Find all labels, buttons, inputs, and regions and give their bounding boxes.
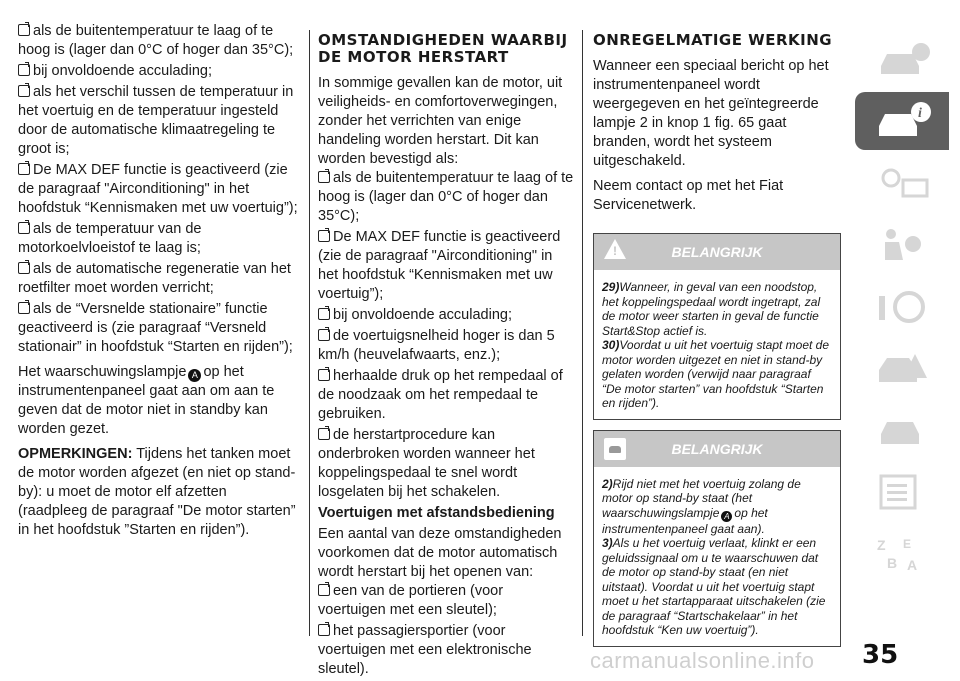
section-heading: ONREGELMATIGE WERKING (593, 31, 833, 49)
checkbox-bullet-icon (318, 428, 330, 440)
column-divider (309, 30, 310, 636)
checkbox-bullet-icon (18, 85, 30, 97)
list-item: de voertuigsnelheid hoger is dan 5 km/h (heuvelafwaarts, enz.); (318, 328, 555, 363)
tab-warning-lights[interactable] (855, 154, 949, 212)
tab-car-info[interactable] (855, 30, 949, 88)
list-item: als de temperatuur van de motorkoelvloeistof te laag is; (18, 221, 202, 256)
sub-intro-paragraph: Een aantal van deze omstandigheden voorkomen dat de motor automatisch wordt herstart bij het openen van: (318, 526, 562, 580)
warning-lamp-paragraph: Het waarschuwingslampje A op het instrumentenpaneel gaat aan om aan te geven dat de motor niet in standby kan worden gezet. (18, 364, 275, 437)
start-stop-lamp-icon: A (188, 369, 201, 382)
checkbox-bullet-icon (318, 584, 330, 596)
list-item: bij onvoldoende acculading; (18, 62, 300, 81)
paragraph: Neem contact op met het Fiat Servicenetwerk. (593, 178, 784, 213)
note-header (594, 234, 840, 270)
checkbox-bullet-icon (318, 171, 330, 183)
checkbox-bullet-icon (318, 308, 330, 320)
tab-maintenance[interactable] (855, 402, 949, 460)
checkbox-bullet-icon (18, 64, 30, 76)
note-item: 29)Wanneer, in geval van een noodstop, het koppelingspedaal wordt ingetrapt, zal de motor weer starten in geval de functie Start&Stop actief is. (602, 280, 821, 338)
svg-text:B: B (887, 555, 898, 571)
column-2 (318, 22, 574, 681)
checkbox-bullet-icon (18, 262, 30, 274)
note-header (594, 431, 840, 467)
note-body (594, 467, 840, 646)
airbag-icon (873, 224, 933, 266)
list-item: herhaalde druk op het rempedaal of de noodzaak om het rempedaal te gebruiken. (318, 368, 563, 422)
note-title: BELANGRIJK (671, 440, 763, 457)
column-divider (582, 30, 583, 636)
important-note-box (593, 233, 841, 420)
list-item: bij onvoldoende acculading; (318, 306, 574, 325)
chapter-sidebar (855, 30, 960, 588)
svg-text:E: E (903, 537, 912, 551)
index-list-icon (873, 472, 933, 514)
note-title: BELANGRIJK (671, 244, 763, 260)
paragraph: Wanneer een speciaal bericht op het instrumentenpaneel wordt weergegeven en het geïntegreerde lampje 2 in knop 1 fig. 65 gaat branden, wordt het systeem uitgeschakeld. (593, 58, 829, 169)
note-item: 30)Voordat u uit het voertuig stapt moet de motor worden uitgezet en niet in stand-by gelaten worden (verwijd naar paragraaf “De motor starten” van hoofdstuk “Starten en rijden”). (602, 338, 830, 410)
start-stop-lamp-icon: A (721, 511, 732, 522)
tab-driving[interactable] (855, 278, 949, 336)
warning-triangle-icon (604, 239, 626, 259)
subheading: Voertuigen met afstandsbediening (318, 505, 555, 521)
alphabet-index-icon (873, 534, 933, 576)
steering-wheel-icon (873, 286, 933, 328)
list-item: als de buitentemperatuur te laag of te hoog is (lager dan 0°C of hoger dan 35°C); (18, 23, 294, 58)
checkbox-bullet-icon (18, 163, 30, 175)
section-heading: OMSTANDIGHEDEN WAARBIJ DE MOTOR HERSTART (318, 31, 568, 66)
column-1 (18, 22, 300, 546)
important-note-box (593, 430, 841, 647)
list-item: het passagiersportier (voor voertuigen met een elektronische sleutel). (318, 623, 532, 677)
intro-paragraph: In sommige gevallen kan de motor, uit veiligheids- en comfortoverwegingen, zonder het verrichten van enige handeling worden herstart. Dit kan worden bevestigd als: (318, 75, 563, 167)
checkbox-bullet-icon (318, 624, 330, 636)
tab-technical-data[interactable] (855, 464, 949, 522)
list-item: als de “Versnelde stationaire” functie geactiveerd is (zie paragraaf “Versneld stationair” in hoofdstuk “Starten en rijden”); (18, 301, 293, 355)
car-info-icon (873, 38, 933, 80)
list-item: als de buitentemperatuur te laag of te hoog is (lager dan 0°C of hoger dan 35°C); (318, 170, 574, 224)
checkbox-bullet-icon (18, 24, 30, 36)
list-item: De MAX DEF functie is geactiveerd (zie de paragraaf "Airconditioning" in het hoofdstuk “Kennismaken met uw voertuig”); (318, 229, 561, 302)
remarks-paragraph: OPMERKINGEN: Tijdens het tanken moet de motor worden afgezet (en niet op stand-by): u moet de motor elf afzetten (raadpleeg de paragraaf "De motor starten” in het hoofdstuk ”Starten en rijden”). (18, 446, 296, 538)
watermark: carmanualsonline.info (590, 648, 815, 673)
list-item: als het verschil tussen de temperatuur in het voertuig en de temperatuur ingesteld door de automatische klimaatregeling te groot is; (18, 84, 294, 157)
tab-safety[interactable] (855, 216, 949, 274)
car-specs-icon (873, 410, 933, 452)
car-damage-icon (604, 438, 626, 460)
page-number: 35 (862, 640, 899, 670)
svg-text:A: A (907, 557, 918, 573)
tab-index[interactable] (855, 526, 949, 584)
list-item: een van de portieren (voor voertuigen met een sleutel); (318, 583, 504, 618)
column-3 (593, 22, 841, 657)
checkbox-bullet-icon (318, 329, 330, 341)
tab-car-info-active[interactable] (855, 92, 949, 150)
checkbox-bullet-icon (318, 230, 330, 242)
checkbox-bullet-icon (318, 369, 330, 381)
car-breakdown-icon (873, 348, 933, 390)
list-item: De MAX DEF functie is geactiveerd (zie de paragraaf "Airconditioning" in het hoofdstuk “Kennismaken met uw voertuig”); (18, 162, 298, 216)
checkbox-bullet-icon (18, 302, 30, 314)
list-item: als de automatische regeneratie van het roetfilter moet worden verricht; (18, 261, 291, 296)
note-item: 3)Als u het voertuig verlaat, klinkt er een geluidssignaal om u te waarschuwen dat de motor op stand-by staat (en niet uitstaat). Voordat u uit het voertuig stapt moet u het startapparaat uitschakelen (zie de paragraaf “Startschakelaar” in het hoofdstuk “Ken uw voertuig”). (602, 536, 826, 637)
svg-text:Z: Z (877, 537, 886, 553)
note-item: 2)Rijd niet met het voertuig zolang de motor op stand-by staat (het waarschuwingslampje A op het instrumentenpaneel gaat aan). (602, 476, 801, 536)
warning-lights-icon (873, 162, 933, 204)
car-info-active-icon (873, 100, 933, 142)
svg-text:i: i (918, 106, 922, 121)
tab-emergency[interactable] (855, 340, 949, 398)
checkbox-bullet-icon (18, 222, 30, 234)
note-body (594, 270, 840, 419)
list-item: de herstartprocedure kan onderbroken worden wanneer het koppelingspedaal te snel wordt losgelaten bij het schakelen. (318, 427, 535, 500)
